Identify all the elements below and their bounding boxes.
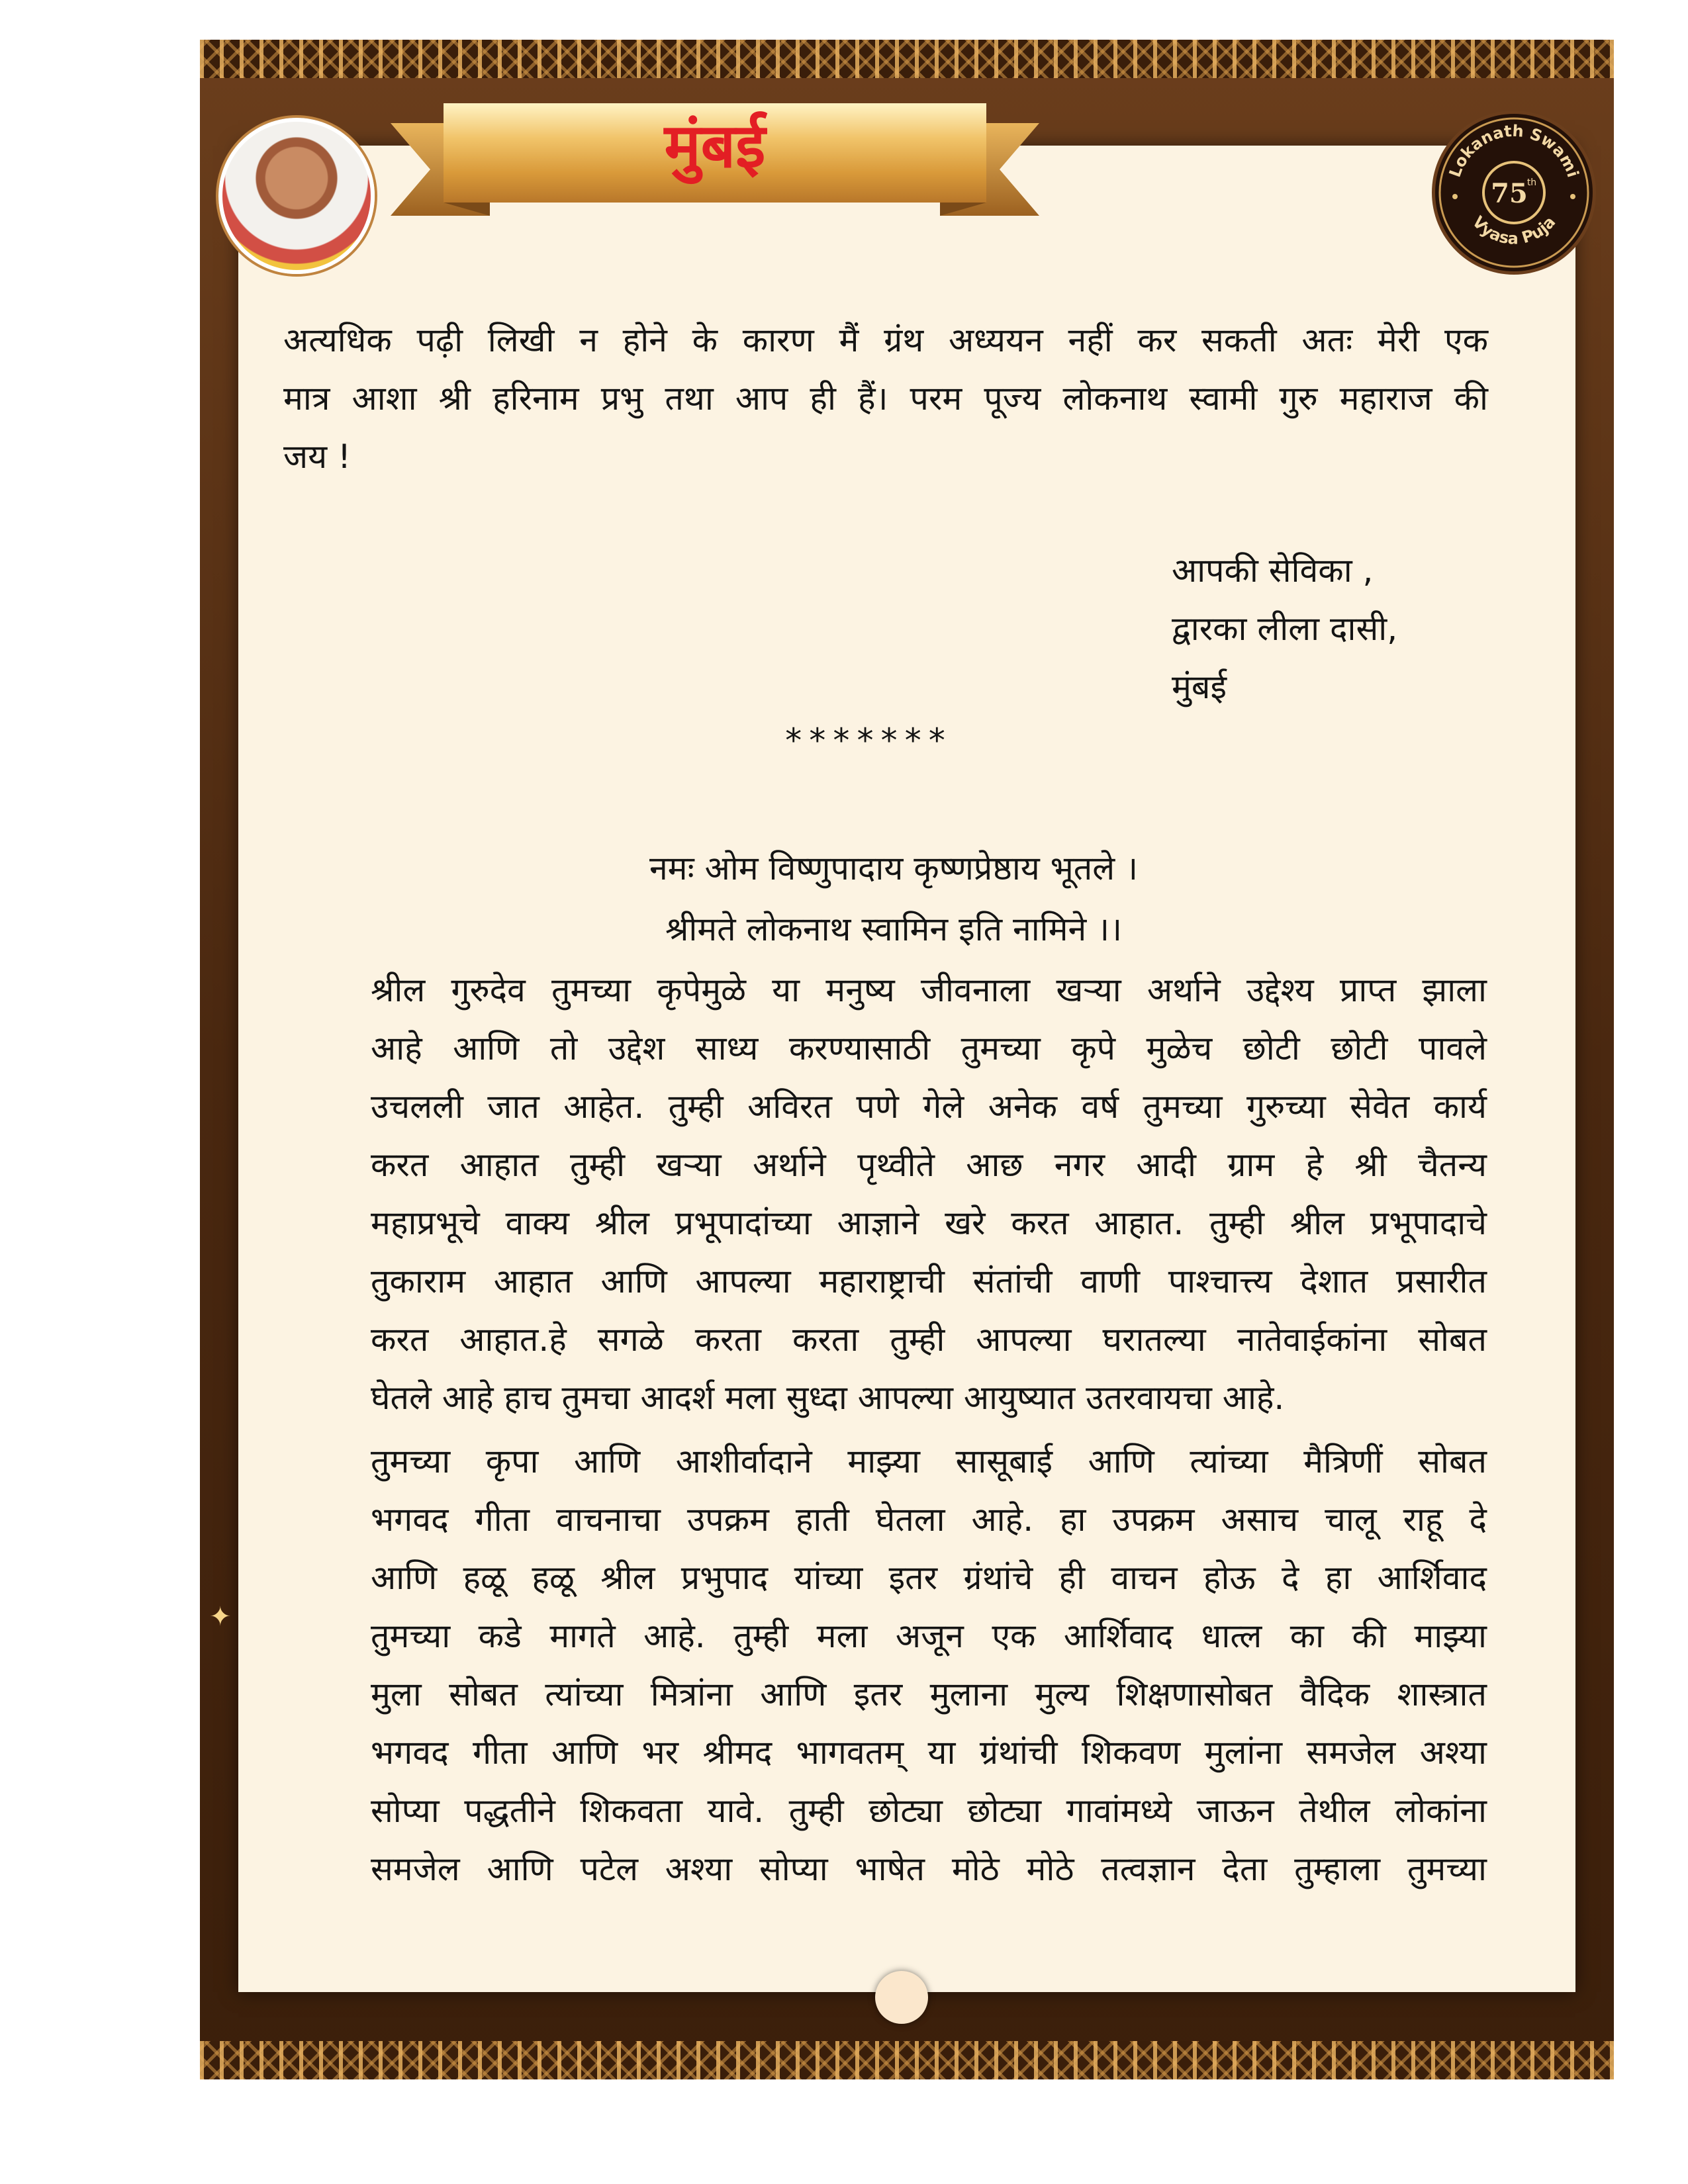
paragraph-line: अत्यधिक पढ़ी लिखी न होने के कारण मैं ग्रंथ अध्ययन नहीं कर सकती अतः मेरी एक [283, 321, 1488, 359]
letter-two-paragraph-two [371, 1432, 1487, 1898]
paragraph-line: आणि हळू हळू श्रील प्रभुपाद यांच्या इतर ग्रंथांचे ही वाचन होऊ दे हा आर्शिवाद [371, 1559, 1487, 1597]
letter-one-signature [1172, 541, 1397, 716]
letter-two-paragraph-one [371, 961, 1487, 1427]
svg-text:Lokanath Swami [1446, 122, 1583, 180]
title-ribbon [391, 64, 1039, 236]
badge-suffix: th [1526, 177, 1537, 188]
signature-closing: आपकी सेविका , [1172, 551, 1374, 590]
paragraph-line: समजेल आणि पटेल अश्या सोप्या भाषेत मोठे मोठे तत्वज्ञान देता तुम्हाला तुमच्या [371, 1850, 1487, 1888]
paragraph-line: भगवद गीता वाचनाचा उपक्रम हाती घेतला आहे. हा उपक्रम असाच चालू राहू दे [371, 1500, 1487, 1539]
sparkle-icon: ✦ [209, 1602, 232, 1632]
paragraph-line: तुमच्या कडे मागते आहे. तुम्ही मला अजून एक आर्शिवाद धात्ल का की माझ्या [371, 1617, 1487, 1655]
paragraph-line: उचलली जात आहेत. तुम्ही अविरत पणे गेले अनेक वर्ष तुमच्या गुरुच्या सेवेत कार्य [371, 1087, 1487, 1126]
guru-portrait-avatar [218, 118, 375, 274]
paragraph-line: करत आहात तुम्ही खऱ्या अर्थाने पृथ्वीते आछ नगर आदी ग्राम हे श्री चैतन्य [371, 1146, 1487, 1184]
paragraph-line: सोप्या पद्धतीने शिकवता यावे. तुम्ही छोट्या छोट्या गावांमध्ये जाऊन तेथील लोकांना [371, 1792, 1487, 1830]
paragraph-line: श्रील गुरुदेव तुमच्या कृपेमुळे या मनुष्य जीवनाला खऱ्या अर्थाने उद्देश्य प्राप्त झाला [371, 971, 1487, 1009]
paragraph-line: मुला सोबत त्यांच्या मित्रांना आणि इतर मुलाना मुल्य शिक्षणासोबत वैदिक शास्त्रात [371, 1675, 1487, 1713]
paragraph-line: भगवद गीता आणि भर श्रीमद भागवतम् या ग्रंथांची शिकवण मुलांना समजेल अश्या [371, 1733, 1487, 1772]
badge-bottom-text: Vyasa Puja [1468, 212, 1560, 248]
signature-city: मुंबई [1172, 668, 1227, 706]
shloka-line: श्रीमते लोकनाथ स्वामिन इति नामिने ।। [665, 910, 1123, 948]
page-title: मुंबई [664, 111, 766, 181]
signature-name: द्वारका लीला दासी, [1172, 610, 1398, 648]
paragraph-line: आहे आणि तो उद्देश साध्य करण्यासाठी तुमच्या कृपे मुळेच छोटी छोटी पावले [371, 1029, 1487, 1068]
badge-top-text: Lokanath Swami [1445, 121, 1583, 180]
paragraph-line: तुकाराम आहात आणि आपल्या महाराष्ट्राची संतांची वाणी पाश्चात्त्य देशात प्रसारीत [371, 1262, 1487, 1300]
paragraph-line: मात्र आशा श्री हरिनाम प्रभु तथा आप ही हैं। परम पूज्य लोकनाथ स्वामी गुरु महाराज की [283, 379, 1488, 418]
paragraph-line: महाप्रभूचे वाक्य श्रील प्रभूपादांच्या आज्ञाने खरे करत आहात. तुम्ही श्रील प्रभूपादाचे [371, 1204, 1487, 1242]
section-separator: ******* [783, 721, 951, 760]
badge-number: 75 [1491, 178, 1528, 209]
svg-text:Vyasa Puja [1469, 212, 1560, 248]
paragraph-line: तुमच्या कृपा आणि आशीर्वादाने माझ्या सासूबाई आणि त्यांच्या मैत्रिणीं सोबत [371, 1442, 1487, 1480]
shloka-line: नमः ओम विष्णुपादाय कृष्णप्रेष्ठाय भूतले । [649, 849, 1139, 887]
vyasa-puja-badge [1435, 114, 1593, 271]
paragraph-line: जय ! [283, 437, 352, 476]
paragraph-line: करत आहात.हे सगळे करता करता तुम्ही आपल्या घरातल्या नातेवाईकांना सोबत [371, 1320, 1487, 1359]
badge-emblem [1435, 114, 1593, 271]
paragraph-line: घेतले आहे हाच तुमचा आदर्श मला सुध्दा आपल्या आयुष्यात उतरवायचा आहे. [371, 1379, 1285, 1417]
decorative-border-bottom [200, 2041, 1614, 2079]
page-indicator-dot [875, 1971, 928, 2024]
letter-one-paragraph [283, 311, 1488, 486]
